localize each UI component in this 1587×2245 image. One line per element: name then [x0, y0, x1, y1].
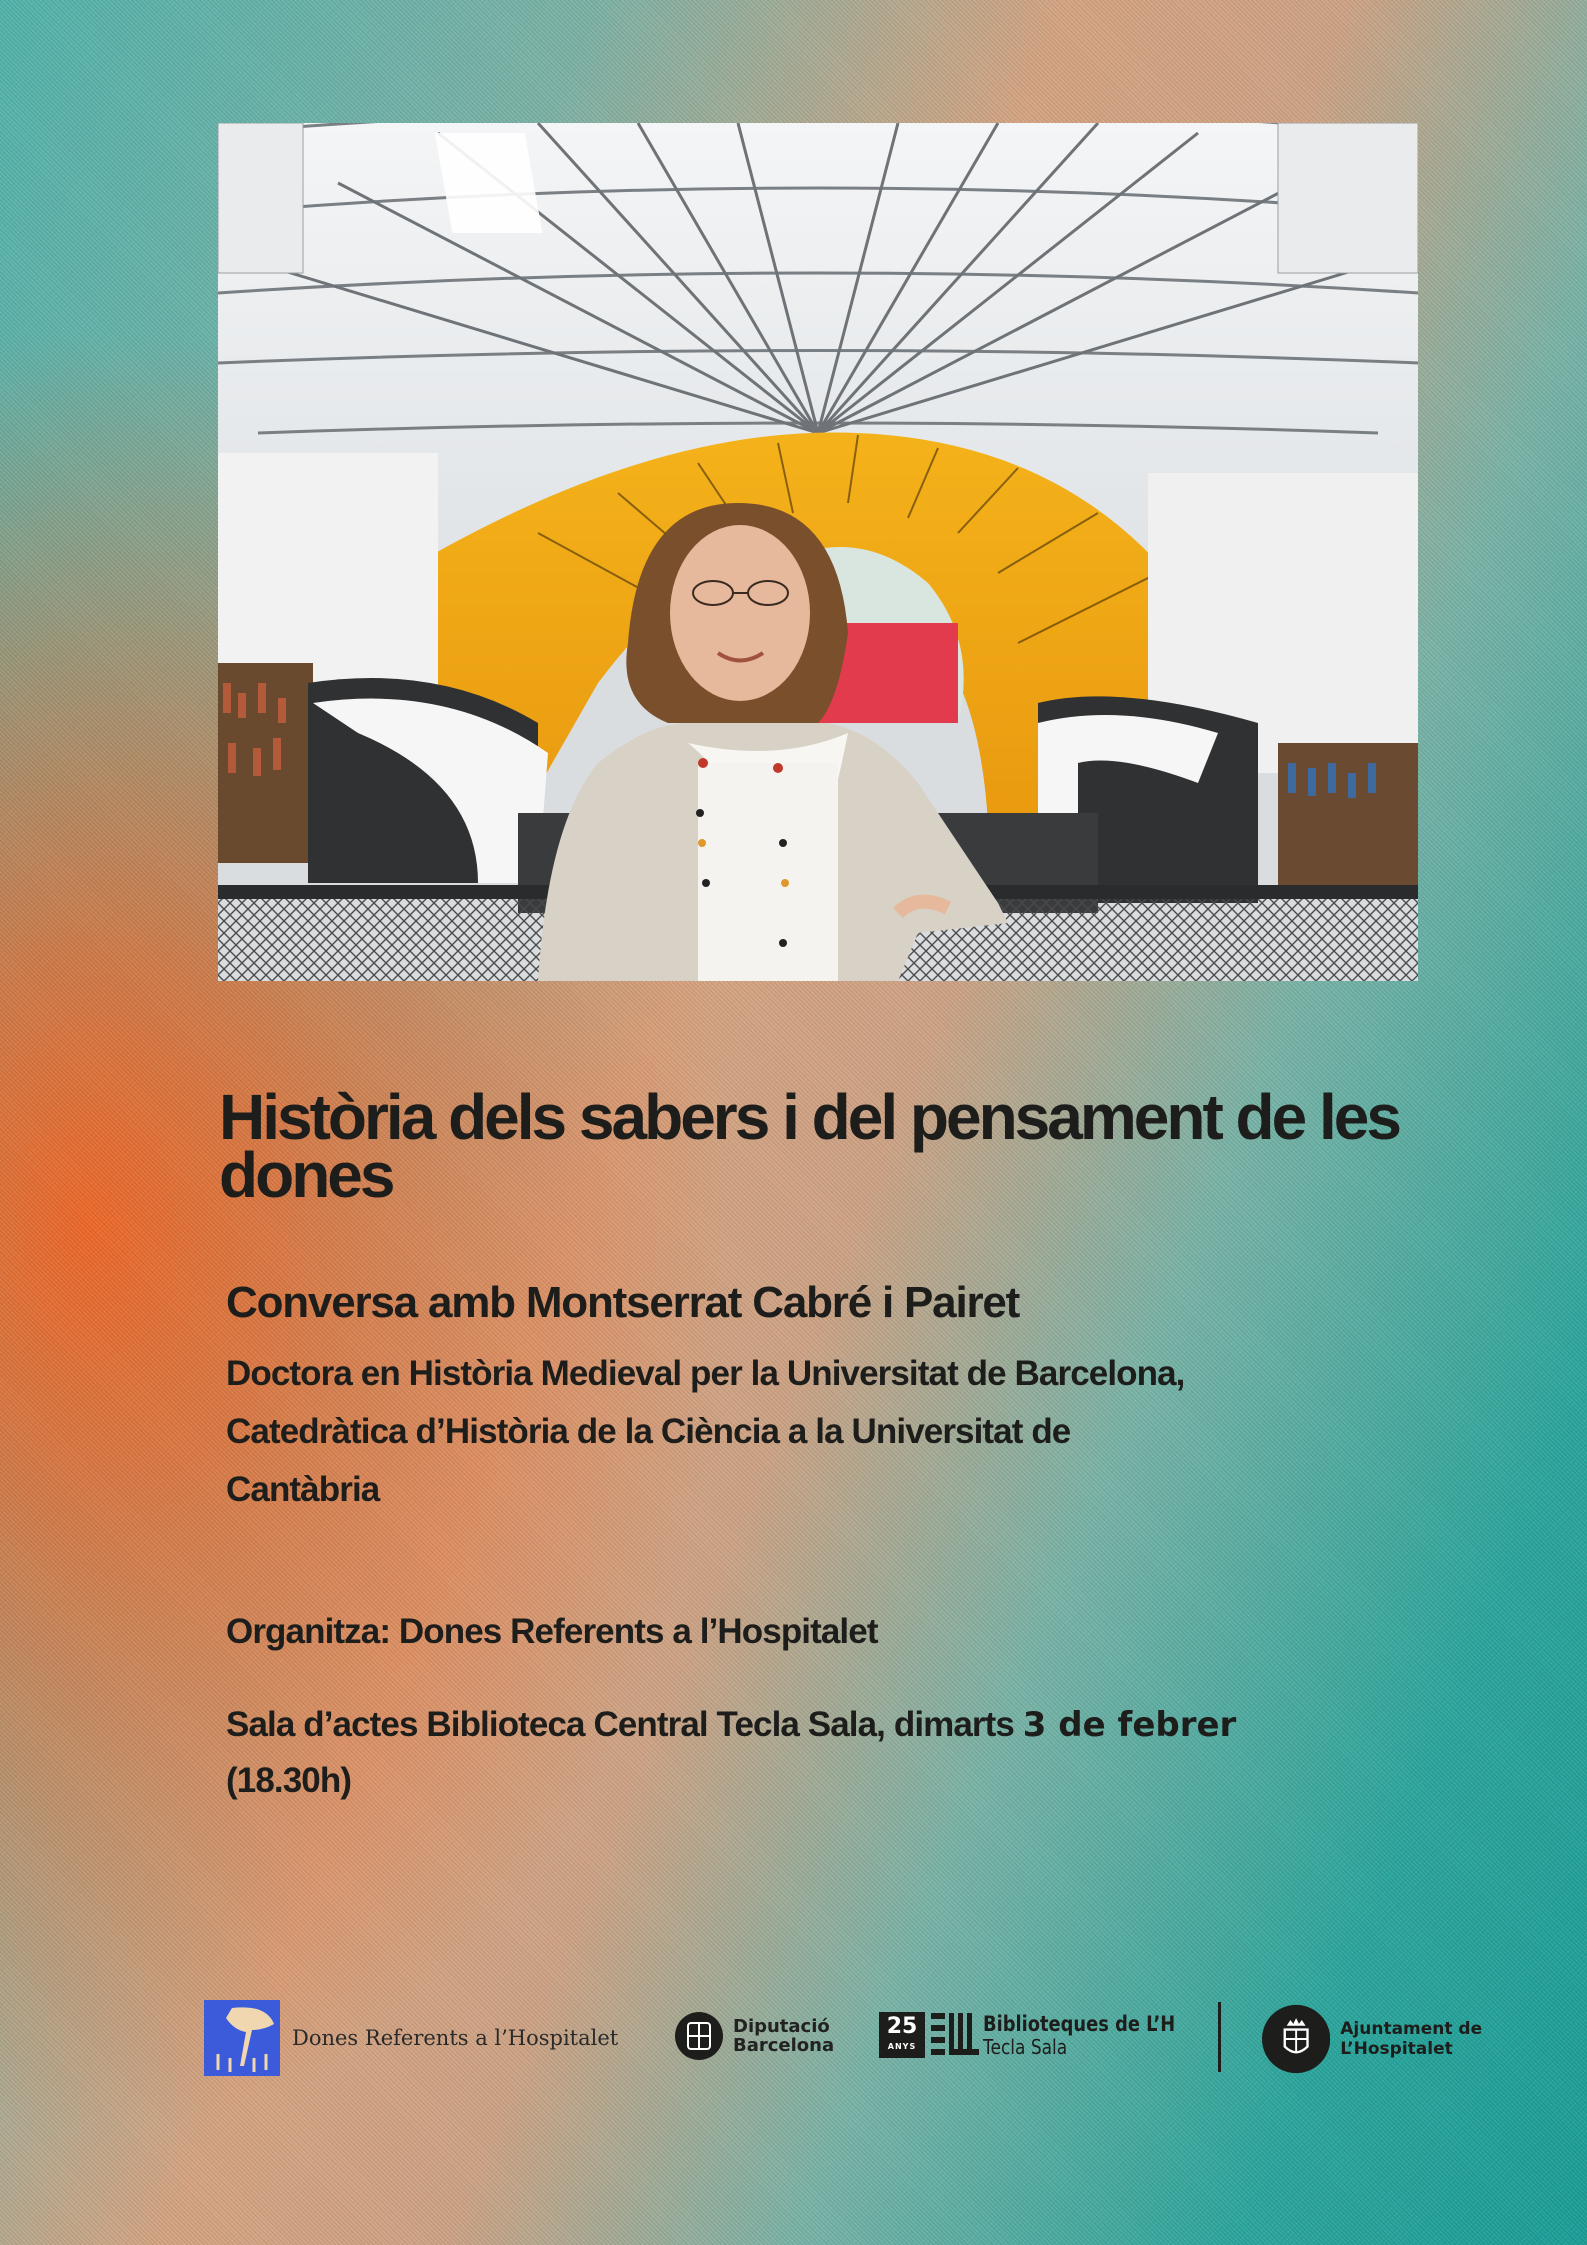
- bio-line: Cantàbria: [226, 1470, 380, 1509]
- dones-referents-icon: [204, 2000, 280, 2076]
- badge-text: ANYS: [887, 2042, 917, 2051]
- diputacio-shield-icon: [675, 2012, 723, 2060]
- biblioteques-bars-icon: [931, 2013, 979, 2057]
- logo-divider: [1218, 2002, 1221, 2072]
- dones-referents-label: Dones Referents a l’Hospitalet: [292, 2026, 619, 2050]
- diputacio-line2: Barcelona: [733, 2035, 835, 2056]
- badge-number: 25: [886, 2014, 918, 2039]
- anniversary-badge: [879, 2012, 925, 2058]
- speaker-photo: [218, 123, 1418, 981]
- logo-dones-referents: [204, 2000, 618, 2076]
- poster-title: Història dels sabers i del pensament de les dones: [219, 1081, 1399, 1211]
- logo-ajuntament: [1262, 2003, 1587, 2075]
- venue-date: 3 de febrer: [1022, 1705, 1237, 1745]
- bio-line: Doctora en Història Medieval per la Universitat de Barcelona,: [226, 1354, 1185, 1393]
- ajuntament-crest-icon: [1262, 2003, 1330, 2075]
- logo-diputacio-barcelona: [675, 2012, 834, 2060]
- library-scene: [218, 123, 1418, 981]
- bio-line: Catedràtica d’Història de la Ciència a la Universitat de: [226, 1412, 1071, 1451]
- diputacio-line1: Diputació: [733, 2016, 830, 2037]
- speaker-name: Conversa amb Montserrat Cabré i Pairet: [226, 1278, 1020, 1327]
- ajuntament-label: Ajuntament de L’Hospitalet: [1340, 2019, 1483, 2059]
- biblioteques-line1: Biblioteques de L’H: [983, 2012, 1176, 2036]
- speaker-bio: [226, 1345, 1426, 1519]
- biblioteques-line2: Tecla Sala: [983, 2035, 1068, 2059]
- logo-biblioteques: [879, 2012, 1209, 2058]
- venue-time: (18.30h): [226, 1761, 352, 1800]
- venue-text: [226, 1697, 1426, 1808]
- venue-location: Sala d’actes Biblioteca Central Tecla Sala, dimarts: [226, 1705, 1023, 1744]
- organizer-text: Organitza: Dones Referents a l’Hospitalet: [226, 1612, 878, 1651]
